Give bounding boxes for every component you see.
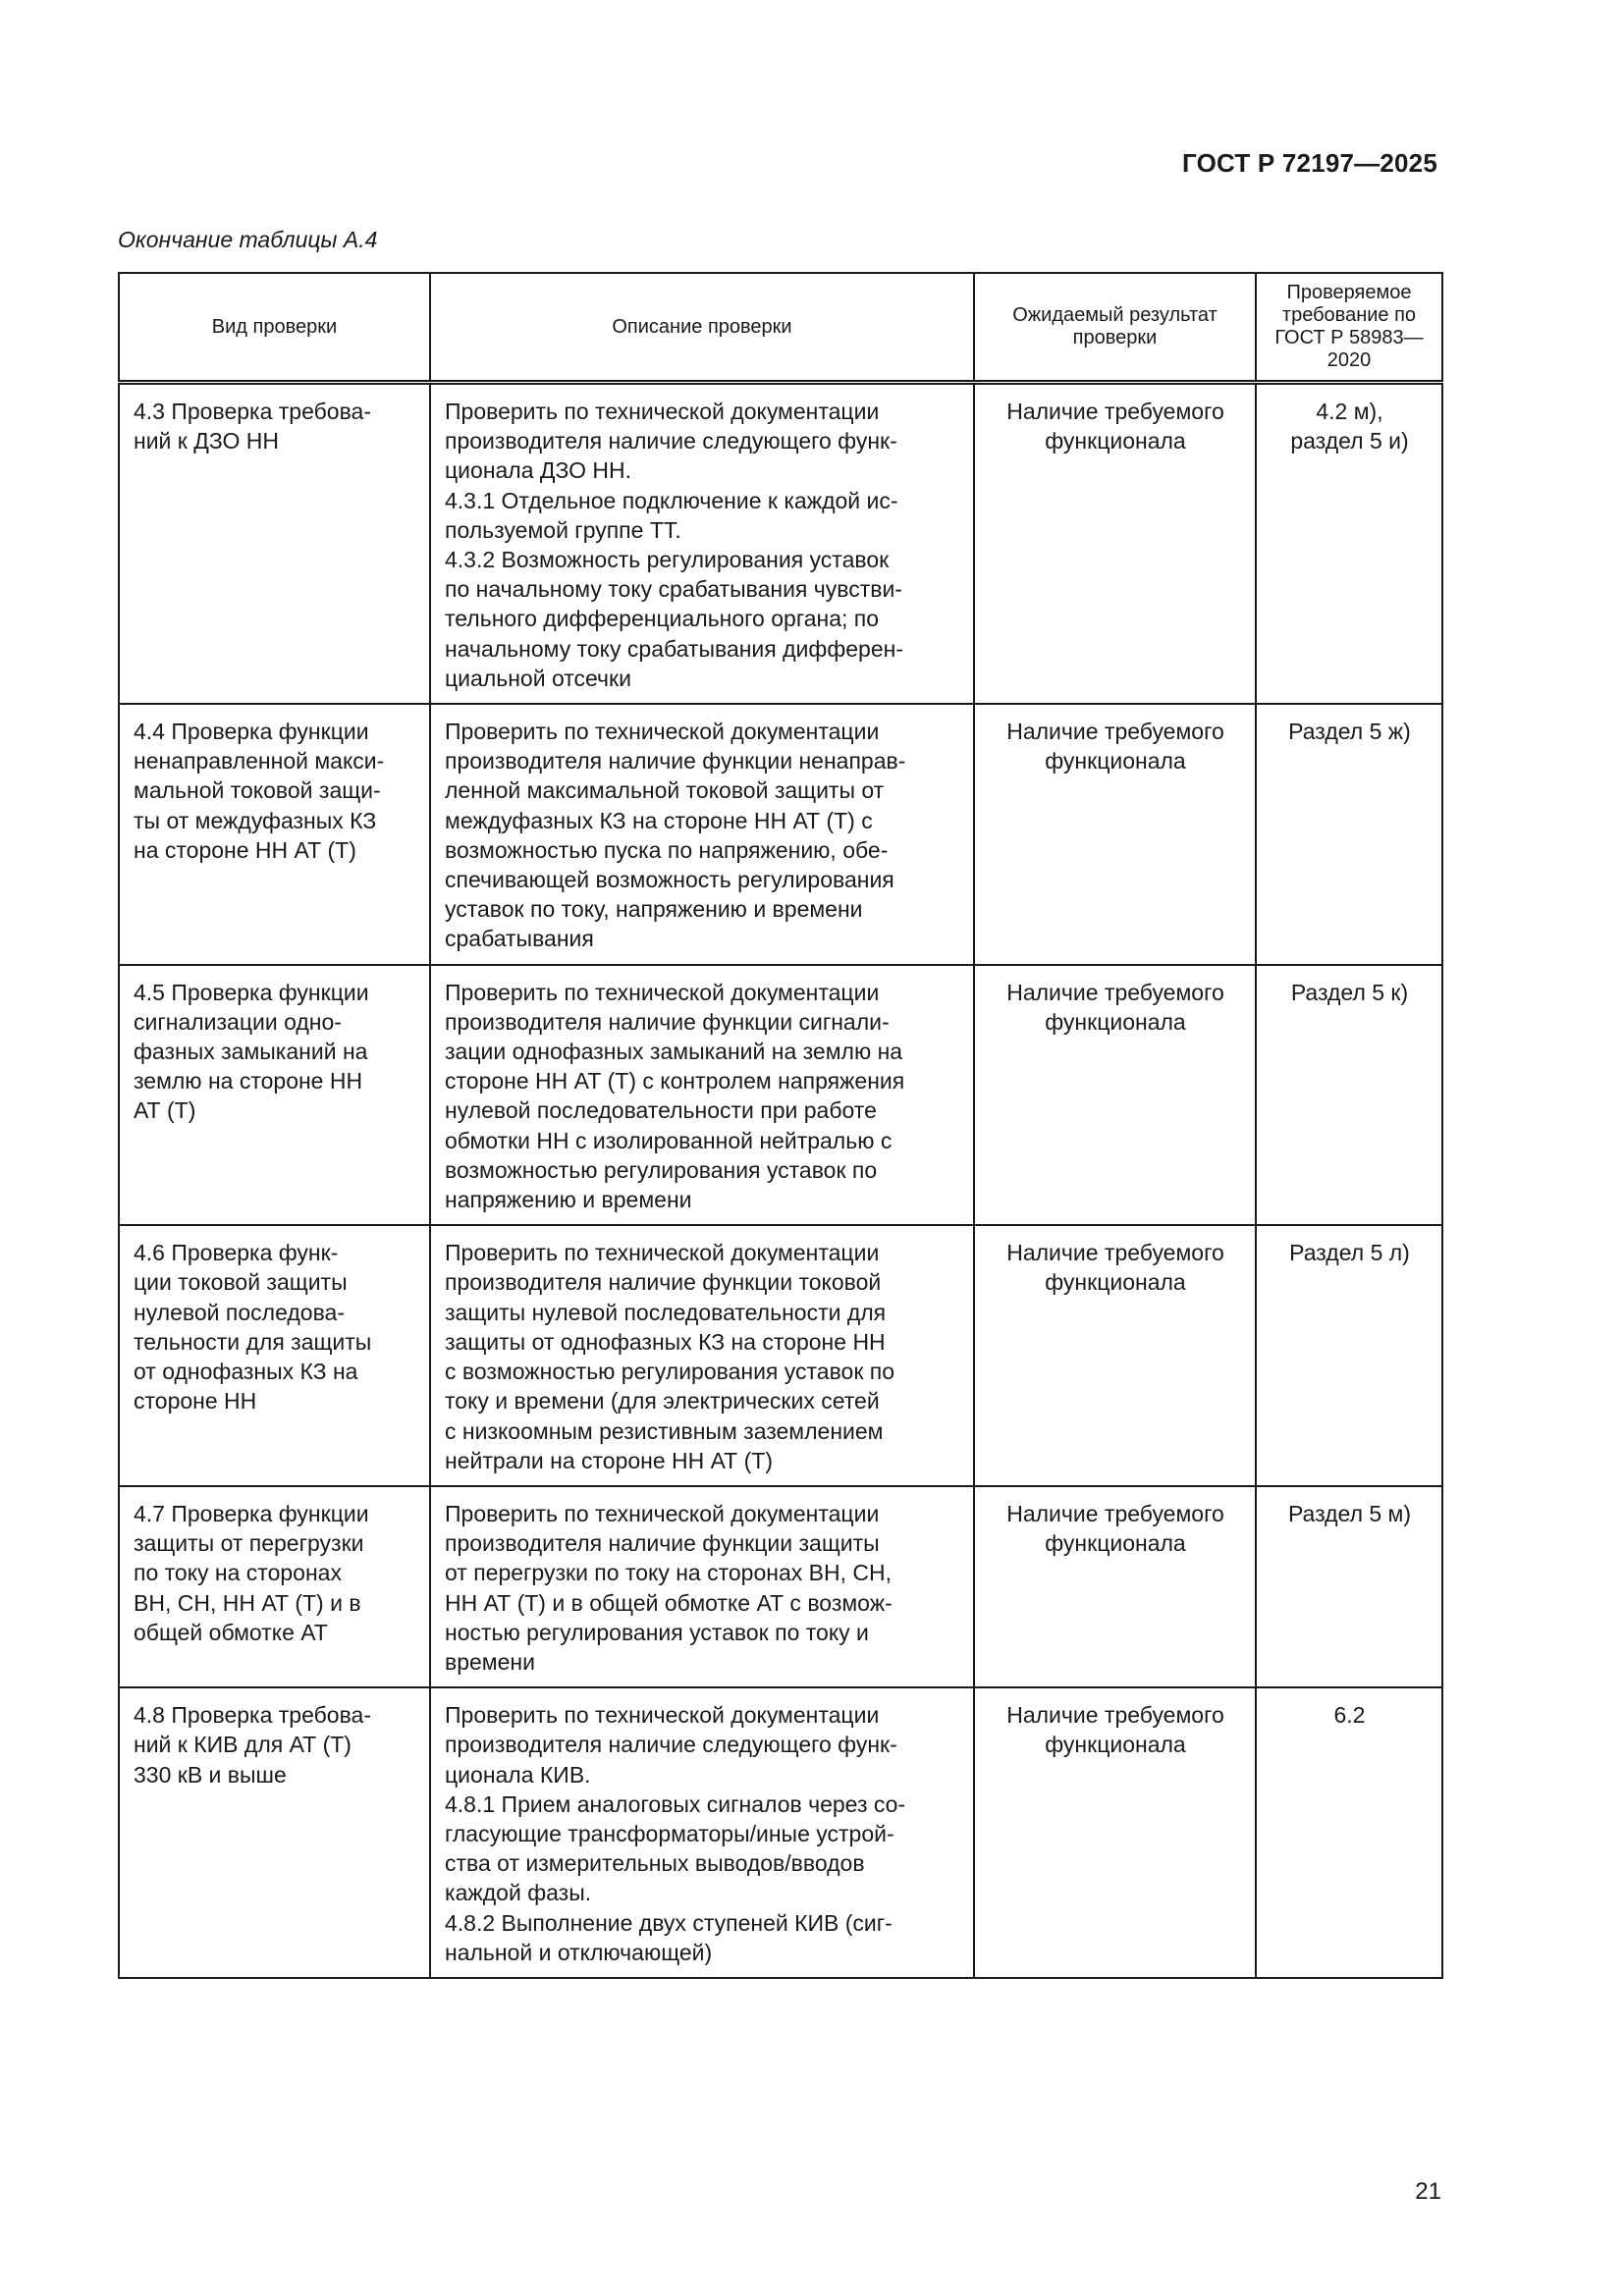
check-type-text: 4.6 Проверка функ- ции токовой защиты нулевой последова- тельности для защиты от однофазных КЗ на стороне НН <box>134 1240 372 1415</box>
check-type-cell <box>119 1687 430 1978</box>
requirement-ref-text: 6.2 <box>1333 1702 1366 1729</box>
verification-table <box>118 272 1443 1979</box>
expected-result-cell <box>974 965 1256 1226</box>
header-row <box>119 273 1442 383</box>
requirement-ref-cell <box>1256 1687 1442 1978</box>
requirement-ref-text: 4.2 м), раздел 5 и) <box>1290 399 1409 454</box>
check-type-cell <box>119 1225 430 1486</box>
description-cell <box>430 704 974 965</box>
expected-result-text: Наличие требуемого функционала <box>1006 979 1224 1035</box>
requirement-ref-text: Раздел 5 к) <box>1290 979 1409 1005</box>
expected-result-text: Наличие требуемого функционала <box>1006 399 1224 454</box>
expected-result-cell <box>974 383 1256 705</box>
column-header-description: Описание проверки <box>430 273 974 383</box>
expected-result-cell <box>974 1225 1256 1486</box>
table-body <box>119 383 1442 1978</box>
column-header-expected-result: Ожидаемый результат проверки <box>974 273 1256 383</box>
expected-result-text: Наличие требуемого функционала <box>1006 1240 1224 1296</box>
check-type-text: 4.7 Проверка функции защиты от перегрузки по току на сторонах ВН, СН, НН АТ (Т) и в общей обмотке АТ <box>134 1500 369 1645</box>
description-cell <box>430 1225 974 1486</box>
column-header-check-type: Вид проверки <box>119 273 430 383</box>
requirement-ref-text: Раздел 5 м) <box>1287 1500 1412 1526</box>
expected-result-cell <box>974 704 1256 965</box>
description-cell <box>430 1486 974 1687</box>
description-cell <box>430 383 974 705</box>
table-row <box>119 383 1442 705</box>
check-type-text: 4.5 Проверка функции сигнализации одно- фазных замыканий на землю на стороне НН АТ (Т) <box>134 979 369 1124</box>
expected-result-cell <box>974 1687 1256 1978</box>
description-text: Проверить по технической документации производителя наличие функции сигнали- зации однофазных замыканий на землю на стороне НН АТ (Т) с контролем напряжения нулевой последовательности при работе обмотки НН с изолированной нейтралью с возможностью регулирования уставок по напряжению и времени <box>445 979 905 1213</box>
check-type-cell <box>119 704 430 965</box>
description-cell <box>430 965 974 1226</box>
description-text: Проверить по технической документации производителя наличие функции ненаправ- ленной максимальной токовой защиты от междуфазных КЗ на стороне НН АТ (Т) с возможностью пуска по напряжению, обе- спечивающей возможность регулирования уставок по току, напряжению и времени срабатывания <box>445 719 906 952</box>
expected-result-text: Наличие требуемого функционала <box>1006 719 1224 774</box>
requirement-ref-cell <box>1256 383 1442 705</box>
expected-result-cell <box>974 1486 1256 1687</box>
page-number: 21 <box>1415 2178 1441 2205</box>
expected-result-text: Наличие требуемого функционала <box>1006 1702 1224 1758</box>
description-text: Проверить по технической документации производителя наличие функции токовой защиты нулевой последовательности для защиты от однофазных КЗ на стороне НН с возможностью регулирования уставок по току и времени (для электрических сетей с низкоомным резистивным заземлением нейтрали на стороне НН АТ (Т) <box>445 1240 895 1473</box>
requirement-ref-text: Раздел 5 ж) <box>1288 719 1411 745</box>
description-text: Проверить по технической документации производителя наличие функции защиты от перегрузки по току на сторонах ВН, СН, НН АТ (Т) и в общей обмотке АТ с возмож- ностью регулирования уставок по току и времени <box>445 1500 893 1675</box>
table-row <box>119 704 1442 965</box>
requirement-ref-cell <box>1256 1225 1442 1486</box>
table-header <box>119 273 1442 383</box>
check-type-text: 4.4 Проверка функции ненаправленной макси- мальной токовой защи- ты от междуфазных КЗ на стороне НН АТ (Т) <box>134 719 385 863</box>
check-type-cell <box>119 383 430 705</box>
requirement-ref-text: Раздел 5 л) <box>1289 1240 1410 1266</box>
column-header-requirement-ref: Проверяемое требование по ГОСТ Р 58983—2020 <box>1256 273 1442 383</box>
check-type-cell <box>119 1486 430 1687</box>
document-code: ГОСТ Р 72197—2025 <box>1182 148 1437 178</box>
requirement-ref-cell <box>1256 704 1442 965</box>
requirement-ref-cell <box>1256 1486 1442 1687</box>
requirement-ref-cell <box>1256 965 1442 1226</box>
description-text: Проверить по технической документации производителя наличие следующего функ- ционала ДЗО НН. 4.3.1 Отдельное подключение к каждой ис- пользуемой группе ТТ. 4.3.2 Возможность регулирования уставок по начальному току срабатывания чувстви- тельного дифференциального органа; по начальному току срабатывания дифферен- циальной отсечки <box>445 399 903 691</box>
expected-result-text: Наличие требуемого функционала <box>1006 1500 1224 1557</box>
table-row <box>119 1486 1442 1687</box>
description-text: Проверить по технической документации производителя наличие следующего функ- ционала КИВ. 4.8.1 Прием аналоговых сигналов через со- гласующие трансформаторы/иные устрой- ства от измерительных выводов/вводов каждой фазы. 4.8.2 Выполнение двух ступеней КИВ (сиг- нальной и отключающей) <box>445 1702 906 1965</box>
table-caption: Окончание таблицы А.4 <box>118 227 378 252</box>
check-type-cell <box>119 965 430 1226</box>
check-type-text: 4.8 Проверка требова- ний к КИВ для АТ (Т) 330 кВ и выше <box>134 1702 372 1788</box>
check-type-text: 4.3 Проверка требова- ний к ДЗО НН <box>134 399 372 454</box>
table-row <box>119 1687 1442 1978</box>
table-row <box>119 965 1442 1226</box>
description-cell <box>430 1687 974 1978</box>
table-row <box>119 1225 1442 1486</box>
